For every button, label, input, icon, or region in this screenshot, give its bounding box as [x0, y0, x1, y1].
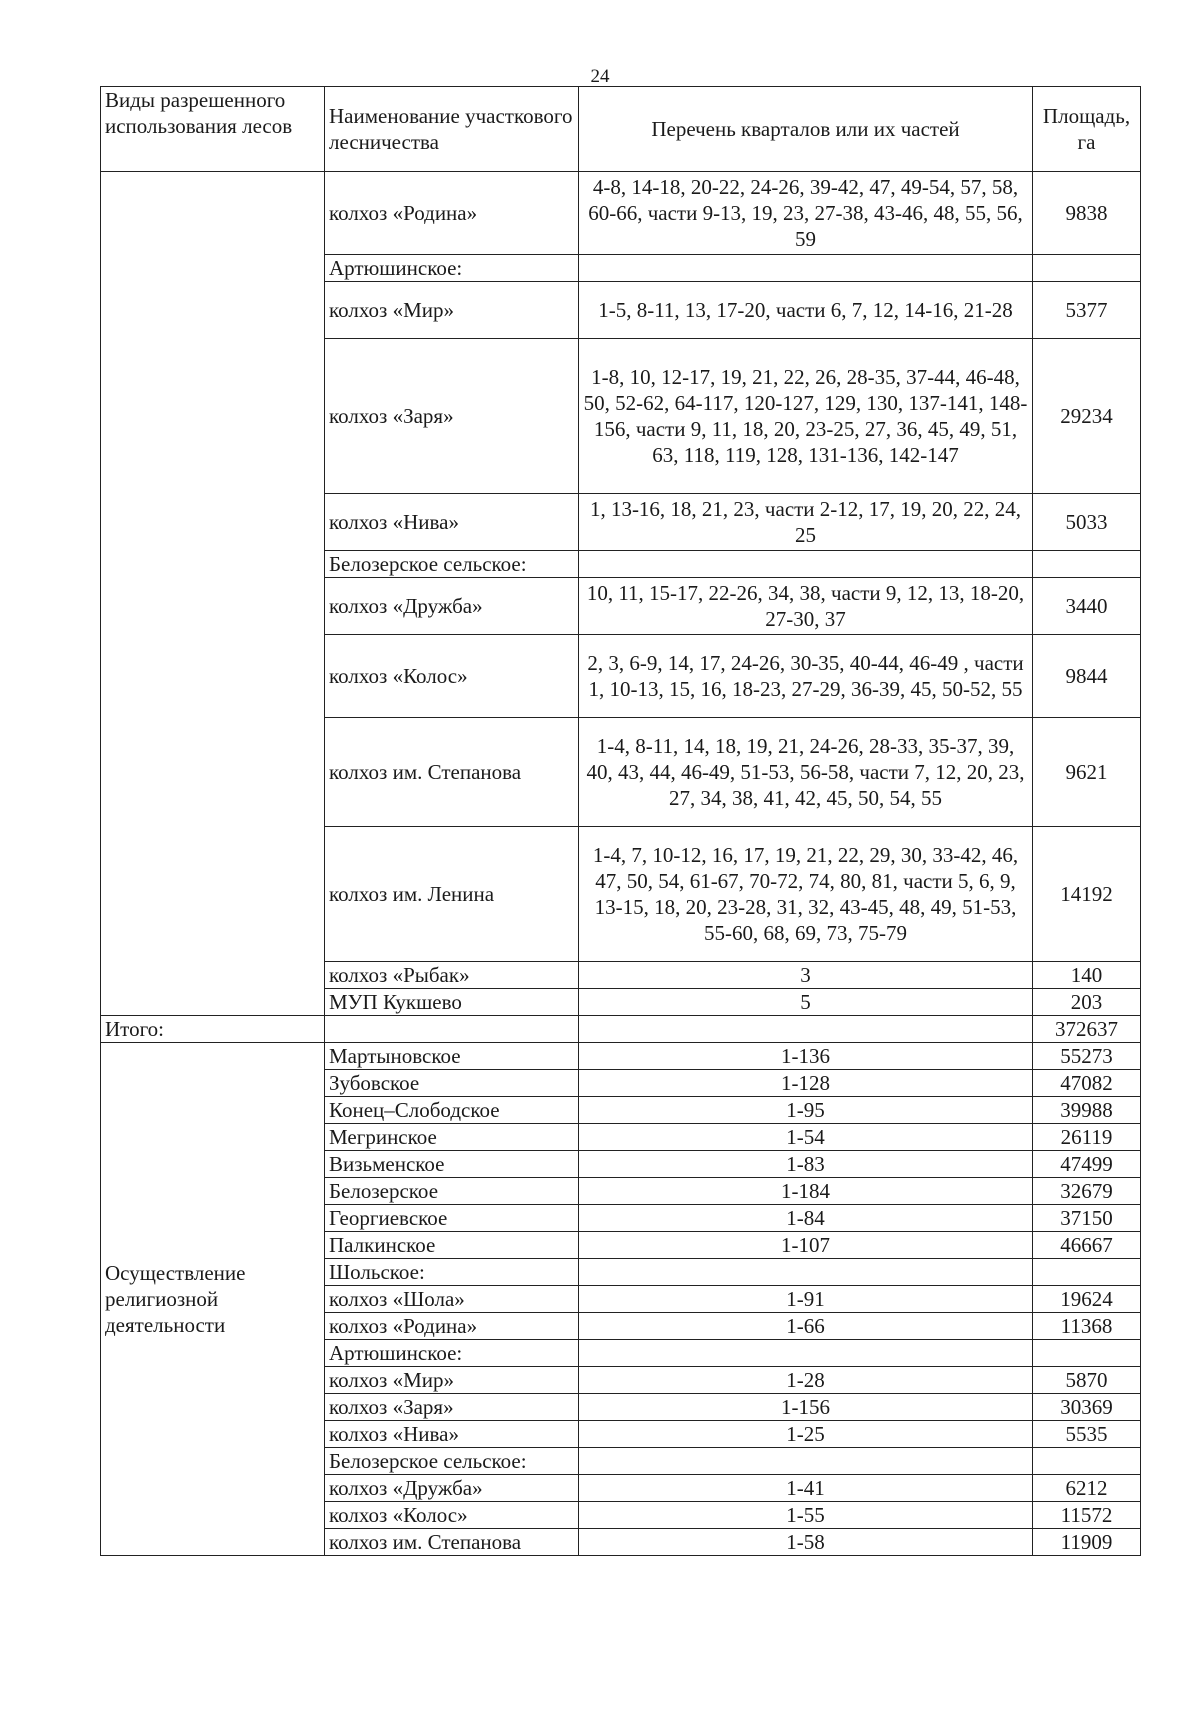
area-cell: 5535 — [1033, 1421, 1141, 1448]
forestry-name-cell: Мегринское — [325, 1124, 579, 1151]
quarters-cell — [579, 1340, 1033, 1367]
quarters-cell: 3 — [579, 962, 1033, 989]
area-cell — [1033, 1448, 1141, 1475]
quarters-cell: 1-91 — [579, 1286, 1033, 1313]
total-label: Итого: — [101, 1016, 325, 1043]
area-cell: 19624 — [1033, 1286, 1141, 1313]
area-cell: 6212 — [1033, 1475, 1141, 1502]
area-cell: 5377 — [1033, 282, 1141, 339]
table-header-row — [101, 87, 1141, 172]
quarters-cell — [579, 1448, 1033, 1475]
forestry-name-cell: колхоз им. Степанова — [325, 718, 579, 827]
forest-use-table — [100, 86, 1141, 1556]
forestry-name-cell: колхоз «Колос» — [325, 635, 579, 718]
forestry-name-cell: колхоз «Колос» — [325, 1502, 579, 1529]
quarters-cell: 1-128 — [579, 1070, 1033, 1097]
total-empty-cell — [325, 1016, 579, 1043]
area-cell: 5033 — [1033, 494, 1141, 551]
forestry-name-cell: Артюшинское: — [325, 255, 579, 282]
forestry-name-cell: колхоз «Нива» — [325, 494, 579, 551]
area-cell: 203 — [1033, 989, 1141, 1016]
quarters-cell: 1-84 — [579, 1205, 1033, 1232]
forestry-name-cell: Палкинское — [325, 1232, 579, 1259]
quarters-cell: 1-54 — [579, 1124, 1033, 1151]
area-cell: 39988 — [1033, 1097, 1141, 1124]
total-row — [101, 1016, 1141, 1043]
forestry-name-cell: колхоз «Мир» — [325, 282, 579, 339]
forestry-name-cell: Белозерское сельское: — [325, 1448, 579, 1475]
forestry-name-cell: колхоз «Заря» — [325, 339, 579, 494]
quarters-cell: 1-58 — [579, 1529, 1033, 1556]
forestry-name-cell: колхоз «Шола» — [325, 1286, 579, 1313]
area-cell: 11909 — [1033, 1529, 1141, 1556]
quarters-cell: 1-4, 7, 10-12, 16, 17, 19, 21, 22, 29, 30, 33-42, 46, 47, 50, 54, 61-67, 70-72, 74, 80, 81, части 5, 6, 9, 13-15, 18, 20, 23-28, 31, 32, 43-45, 48, 49, 51-53, 55-60, 68, 69, 73, 75-79 — [579, 827, 1033, 962]
area-cell — [1033, 1340, 1141, 1367]
area-cell — [1033, 551, 1141, 578]
area-cell: 11368 — [1033, 1313, 1141, 1340]
quarters-cell: 1, 13-16, 18, 21, 23, части 2-12, 17, 19, 20, 22, 24, 25 — [579, 494, 1033, 551]
area-cell: 3440 — [1033, 578, 1141, 635]
forestry-name-cell: колхоз «Рыбак» — [325, 962, 579, 989]
area-cell: 30369 — [1033, 1394, 1141, 1421]
forestry-name-cell: Белозерское сельское: — [325, 551, 579, 578]
header-use-type: Виды разрешенного использования лесов — [101, 87, 325, 172]
area-cell: 140 — [1033, 962, 1141, 989]
quarters-cell — [579, 1259, 1033, 1286]
quarters-cell: 1-5, 8-11, 13, 17-20, части 6, 7, 12, 14-16, 21-28 — [579, 282, 1033, 339]
area-cell — [1033, 1259, 1141, 1286]
total-area: 372637 — [1033, 1016, 1141, 1043]
forestry-name-cell: колхоз «Родина» — [325, 172, 579, 255]
table-row — [101, 172, 1141, 255]
area-cell: 11572 — [1033, 1502, 1141, 1529]
quarters-cell: 5 — [579, 989, 1033, 1016]
use-type-religious: Осуществление религиозной деятельности — [101, 1043, 325, 1556]
quarters-cell: 4-8, 14-18, 20-22, 24-26, 39-42, 47, 49-54, 57, 58, 60-66, части 9-13, 19, 23, 27-38, 43-46, 48, 55, 56, 59 — [579, 172, 1033, 255]
quarters-cell: 1-25 — [579, 1421, 1033, 1448]
quarters-cell: 1-4, 8-11, 14, 18, 19, 21, 24-26, 28-33, 35-37, 39, 40, 43, 44, 46-49, 51-53, 56-58, части 7, 12, 20, 23, 27, 34, 38, 41, 42, 45, 50, 54, 55 — [579, 718, 1033, 827]
forestry-name-cell: колхоз им. Ленина — [325, 827, 579, 962]
forestry-name-cell: Мартыновское — [325, 1043, 579, 1070]
area-cell: 9621 — [1033, 718, 1141, 827]
area-cell: 9844 — [1033, 635, 1141, 718]
forestry-name-cell: колхоз «Дружба» — [325, 578, 579, 635]
quarters-cell: 1-95 — [579, 1097, 1033, 1124]
forestry-name-cell: колхоз «Заря» — [325, 1394, 579, 1421]
forestry-name-cell: МУП Кукшево — [325, 989, 579, 1016]
area-cell: 29234 — [1033, 339, 1141, 494]
quarters-cell: 1-156 — [579, 1394, 1033, 1421]
area-cell: 55273 — [1033, 1043, 1141, 1070]
header-area: Площадь, га — [1033, 87, 1141, 172]
quarters-cell — [579, 551, 1033, 578]
forestry-name-cell: Артюшинское: — [325, 1340, 579, 1367]
forestry-name-cell: колхоз «Дружба» — [325, 1475, 579, 1502]
forestry-name-cell: колхоз «Нива» — [325, 1421, 579, 1448]
quarters-cell: 1-8, 10, 12-17, 19, 21, 22, 26, 28-35, 37-44, 46-48, 50, 52-62, 64-117, 120-127, 129, 130, 137-141, 148-156, части 9, 11, 18, 20, 23-25, 27, 36, 45, 49, 51, 63, 118, 119, 128, 131-136, 142-147 — [579, 339, 1033, 494]
forestry-name-cell: Шольское: — [325, 1259, 579, 1286]
area-cell: 14192 — [1033, 827, 1141, 962]
quarters-cell: 1-28 — [579, 1367, 1033, 1394]
table-row — [101, 1043, 1141, 1070]
header-quarters: Перечень кварталов или их частей — [579, 87, 1033, 172]
header-forestry-name: Наименование участкового лесничества — [325, 87, 579, 172]
area-cell: 32679 — [1033, 1178, 1141, 1205]
area-cell — [1033, 255, 1141, 282]
use-type-cell-empty — [101, 172, 325, 1016]
quarters-cell: 1-184 — [579, 1178, 1033, 1205]
area-cell: 37150 — [1033, 1205, 1141, 1232]
quarters-cell — [579, 255, 1033, 282]
forestry-name-cell: Белозерское — [325, 1178, 579, 1205]
forestry-name-cell: колхоз им. Степанова — [325, 1529, 579, 1556]
area-cell: 5870 — [1033, 1367, 1141, 1394]
area-cell: 47499 — [1033, 1151, 1141, 1178]
area-cell: 9838 — [1033, 172, 1141, 255]
quarters-cell: 10, 11, 15-17, 22-26, 34, 38, части 9, 12, 13, 18-20, 27-30, 37 — [579, 578, 1033, 635]
quarters-cell: 2, 3, 6-9, 14, 17, 24-26, 30-35, 40-44, 46-49 , части 1, 10-13, 15, 16, 18-23, 27-29, 36-39, 45, 50-52, 55 — [579, 635, 1033, 718]
page-number: 24 — [590, 66, 610, 87]
quarters-cell: 1-136 — [579, 1043, 1033, 1070]
forestry-name-cell: Георгиевское — [325, 1205, 579, 1232]
quarters-cell: 1-107 — [579, 1232, 1033, 1259]
forestry-name-cell: колхоз «Мир» — [325, 1367, 579, 1394]
area-cell: 46667 — [1033, 1232, 1141, 1259]
quarters-cell: 1-66 — [579, 1313, 1033, 1340]
forestry-name-cell: колхоз «Родина» — [325, 1313, 579, 1340]
area-cell: 47082 — [1033, 1070, 1141, 1097]
forestry-name-cell: Конец–Слободское — [325, 1097, 579, 1124]
quarters-cell: 1-55 — [579, 1502, 1033, 1529]
quarters-cell: 1-83 — [579, 1151, 1033, 1178]
area-cell: 26119 — [1033, 1124, 1141, 1151]
total-empty-cell — [579, 1016, 1033, 1043]
forestry-name-cell: Зубовское — [325, 1070, 579, 1097]
forestry-name-cell: Визьменское — [325, 1151, 579, 1178]
quarters-cell: 1-41 — [579, 1475, 1033, 1502]
